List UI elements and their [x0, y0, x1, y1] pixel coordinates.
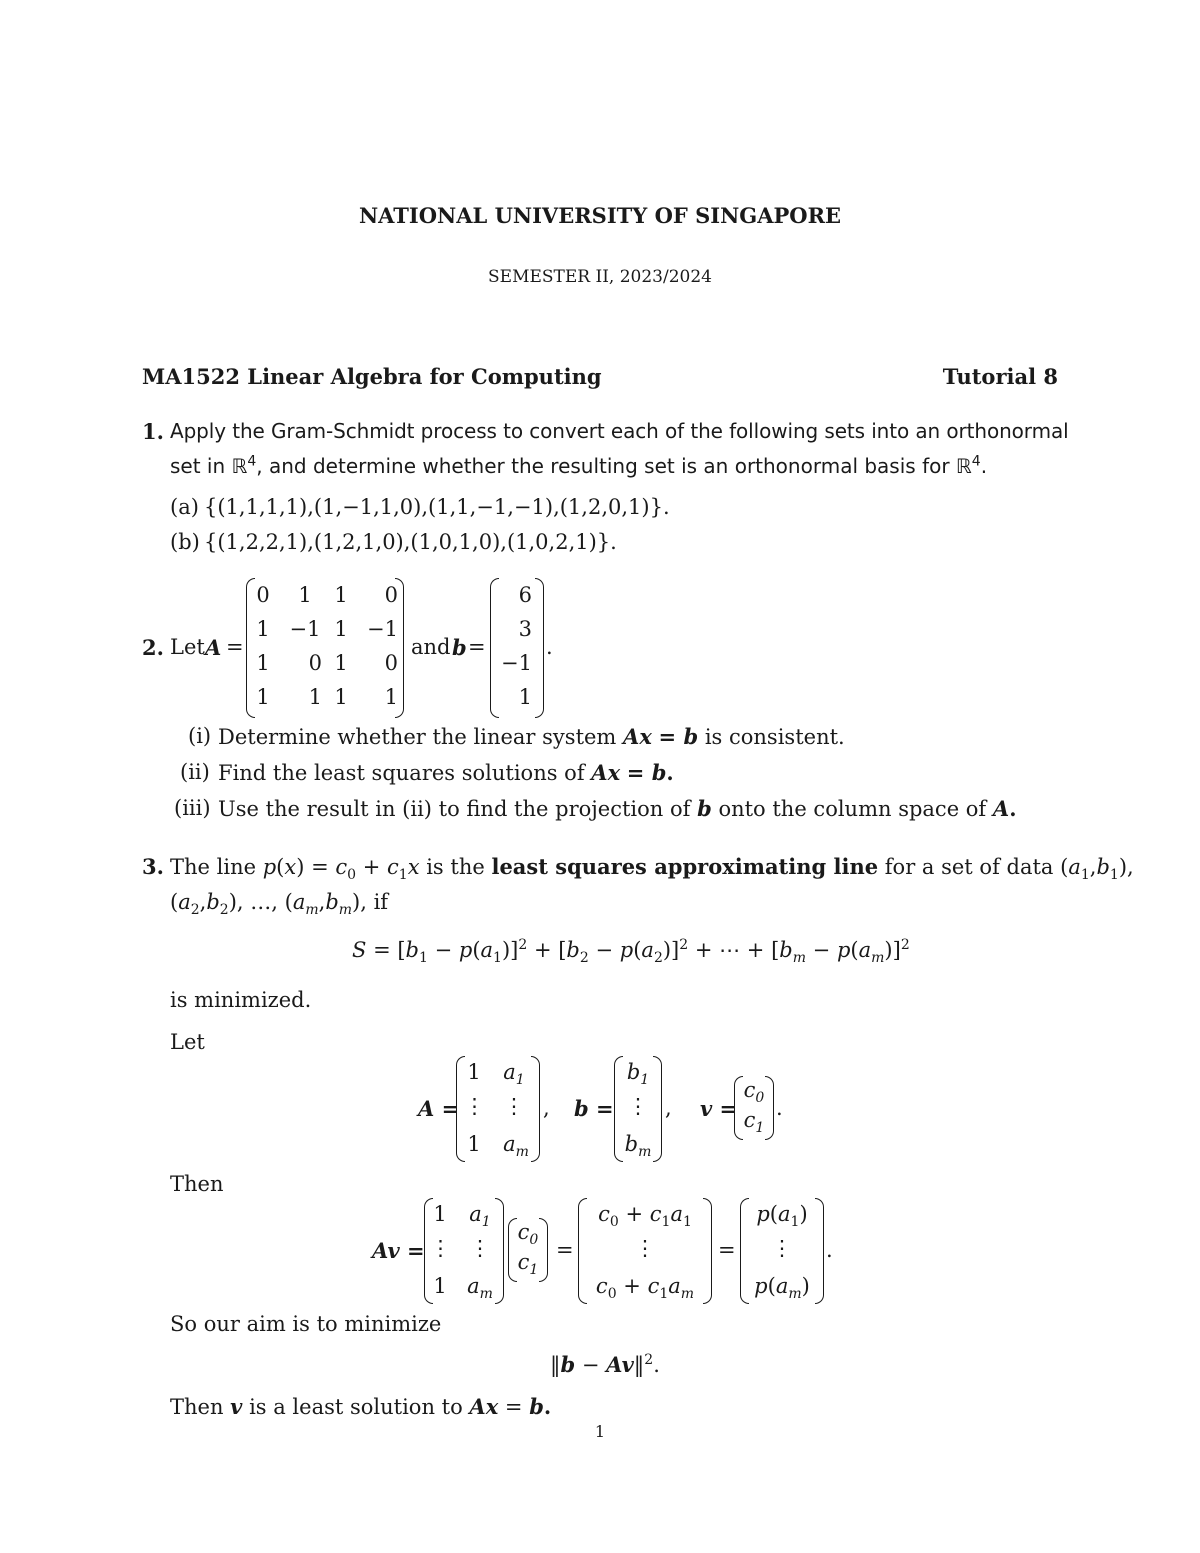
matrix-cell: 1 — [308, 685, 322, 709]
q2-ii-text: Find the least squares solutions of Ax = b. — [218, 760, 674, 785]
q2-i-text1: Determine whether the linear system — [218, 725, 617, 749]
vdots: ⋮ — [503, 1094, 525, 1118]
q3-Av-right: $p(a_1)$ ⋮ $p(a_m)$ — [740, 1198, 824, 1304]
q1-line2 — [170, 454, 987, 478]
q3-conclusion-1: Then — [170, 1395, 224, 1419]
q1-line2-part2: , and determine whether the resulting set is an orthonormal basis for ℝ — [256, 454, 972, 478]
tutorial-number: Tutorial 8 — [942, 364, 1058, 389]
matrix-cell: 0 — [256, 583, 270, 607]
page-number: 1 — [594, 1422, 606, 1441]
q3-intro1: The line — [170, 855, 257, 879]
vdots: ⋮ — [771, 1236, 793, 1260]
q3-conclusion: Then v is a least solution to Ax = b. — [170, 1394, 552, 1419]
q1-line2-dot: . — [980, 454, 988, 478]
q2-iii-text: Use the result in (ii) to find the projection of b onto the column space of A. — [218, 796, 1017, 821]
matrix-cell: −1 — [367, 617, 398, 641]
q3-if: if — [373, 890, 389, 914]
vector-cell: −1 — [501, 651, 532, 675]
q2-i-label: (i) — [188, 724, 212, 748]
q2-i-text — [218, 724, 845, 749]
vdots: ⋮ — [430, 1236, 451, 1260]
q3-then: Then — [170, 1172, 224, 1196]
q3-vector-v: $c_0$ $c_1$ — [734, 1076, 774, 1140]
matrix-cell: −1 — [289, 617, 321, 641]
matrix-cell: 1 — [298, 583, 312, 607]
q3-Av-middle: $c_0 + c_1a_1$ ⋮ $c_0 + c_1a_m$ — [578, 1198, 712, 1304]
vector-cell: 6 — [518, 583, 532, 607]
q2-iii-A: A — [992, 796, 1010, 821]
matrix-cell: 0 — [384, 651, 398, 675]
q2-iii-text1: Use the result in (ii) to find the projection of — [218, 797, 691, 821]
q3-Av-vector-v: $c_0$ $c_1$ — [508, 1218, 548, 1282]
q1-exp2: 4 — [971, 453, 981, 470]
vector-b — [490, 578, 544, 718]
q1b-label: (b) — [170, 530, 200, 554]
q3-line1: The line $p(x) = c_0 + c_1x$ is the least squares approximating line for a set of data $(a_1,b_1)$, — [170, 854, 1134, 884]
q2-period: . — [546, 635, 553, 659]
q3-Av-label: Av = — [372, 1238, 425, 1263]
vector-cell: 3 — [518, 617, 532, 641]
vdots: ⋮ — [634, 1236, 656, 1260]
matrix-cell: 0 — [308, 651, 322, 675]
q2-number: 2. — [142, 635, 164, 660]
q1-line1: Apply the Gram-Schmidt process to convert each of the following sets into an orthonormal — [170, 419, 1069, 443]
vdots: ⋮ — [464, 1094, 485, 1118]
q3-intro3: for a set of data — [884, 855, 1054, 879]
matrix-cell: 1 — [334, 651, 348, 675]
matrix-cell: 1 — [256, 617, 270, 641]
q3-bold-term: least squares approximating line — [491, 854, 879, 879]
q3-let: Let — [170, 1030, 205, 1054]
q3-minimized: is minimized. — [170, 988, 312, 1012]
q2-A-symbol: A — [205, 635, 222, 660]
q1-number: 1. — [142, 419, 164, 444]
q2-and: and — [411, 635, 451, 659]
q2-iii-label: (iii) — [174, 796, 211, 820]
vdots: ⋮ — [627, 1094, 649, 1118]
q3-vector-b: $b_1$ ⋮ $b_m$ — [614, 1056, 662, 1162]
matrix-cell: 1 — [384, 685, 398, 709]
q1a-set: {(1,1,1,1),(1,−1,1,0),(1,1,−1,−1),(1,2,0,1)}. — [204, 495, 670, 519]
q2-let: Let — [170, 635, 205, 659]
q3-dots: … — [250, 890, 272, 914]
q2-ii-text1: Find the least squares solutions of — [218, 761, 585, 785]
q3-number: 3. — [142, 854, 164, 879]
q2-eq1: = — [226, 635, 244, 659]
q3-conclusion-2: is a least solution to — [249, 1395, 463, 1419]
q1-line2-part1: set in ℝ — [170, 454, 248, 478]
q3-def-v: v = — [700, 1096, 738, 1121]
q2-ii-beq: = b — [626, 760, 667, 785]
university-title: NATIONAL UNIVERSITY OF SINGAPORE — [358, 203, 842, 228]
q2-iii-b: b — [697, 796, 712, 821]
matrix-cell: 1 — [334, 583, 348, 607]
q3-matrix-A: 1 $a_1$ ⋮ ⋮ 1 $a_m$ — [456, 1056, 540, 1162]
q3-line-formula: p — [262, 855, 277, 879]
semester-label: SEMESTER II, 2023/2024 — [488, 267, 712, 287]
q1b-set: {(1,2,2,1),(1,2,1,0),(1,0,1,0),(1,0,2,1)}. — [204, 530, 617, 554]
vector-cell: 1 — [518, 685, 532, 709]
q2-ii-Ax: Ax — [591, 760, 621, 785]
vdots: ⋮ — [469, 1236, 491, 1260]
q2-i-Ax: Ax — [623, 724, 652, 749]
q3-intro2: is the — [426, 855, 485, 879]
q3-norm: ‖b − Av‖$^2$. — [550, 1352, 660, 1377]
matrix-cell: 0 — [384, 583, 398, 607]
q1a-label: (a) — [170, 495, 199, 519]
q3-line2: $(a_2,b_2)$, …, $(a_m,b_m)$, if — [170, 890, 389, 919]
q2-i-text2: is consistent. — [704, 725, 845, 749]
q2-i-beq: = b — [658, 724, 699, 749]
q3-S-formula: $S = [b_1 - p(a_1)]^2 + [b_2 - p(a_2)]^2$ + ⋯ + $[b_m - p(a_m)]^2$ — [352, 937, 910, 967]
q3-def-b: b = — [574, 1096, 614, 1121]
q2-b-symbol: b — [452, 635, 467, 660]
course-title: MA1522 Linear Algebra for Computing — [142, 364, 602, 389]
matrix-cell: 1 — [256, 651, 270, 675]
q2-iii-text2: onto the column space of — [718, 797, 987, 821]
matrix-cell: 1 — [334, 617, 348, 641]
q3-aim: So our aim is to minimize — [170, 1312, 442, 1336]
q2-eq2: = — [468, 635, 486, 659]
q3-Av-matrix-A: 1 $a_1$ ⋮ ⋮ 1 $a_m$ — [424, 1198, 504, 1304]
matrix-cell: 1 — [334, 685, 348, 709]
matrix-cell: 1 — [256, 685, 270, 709]
q1-exp1: 4 — [247, 453, 257, 470]
q3-def-A: A = — [418, 1096, 460, 1121]
q2-ii-label: (ii) — [180, 760, 210, 784]
matrix-A — [246, 578, 404, 718]
